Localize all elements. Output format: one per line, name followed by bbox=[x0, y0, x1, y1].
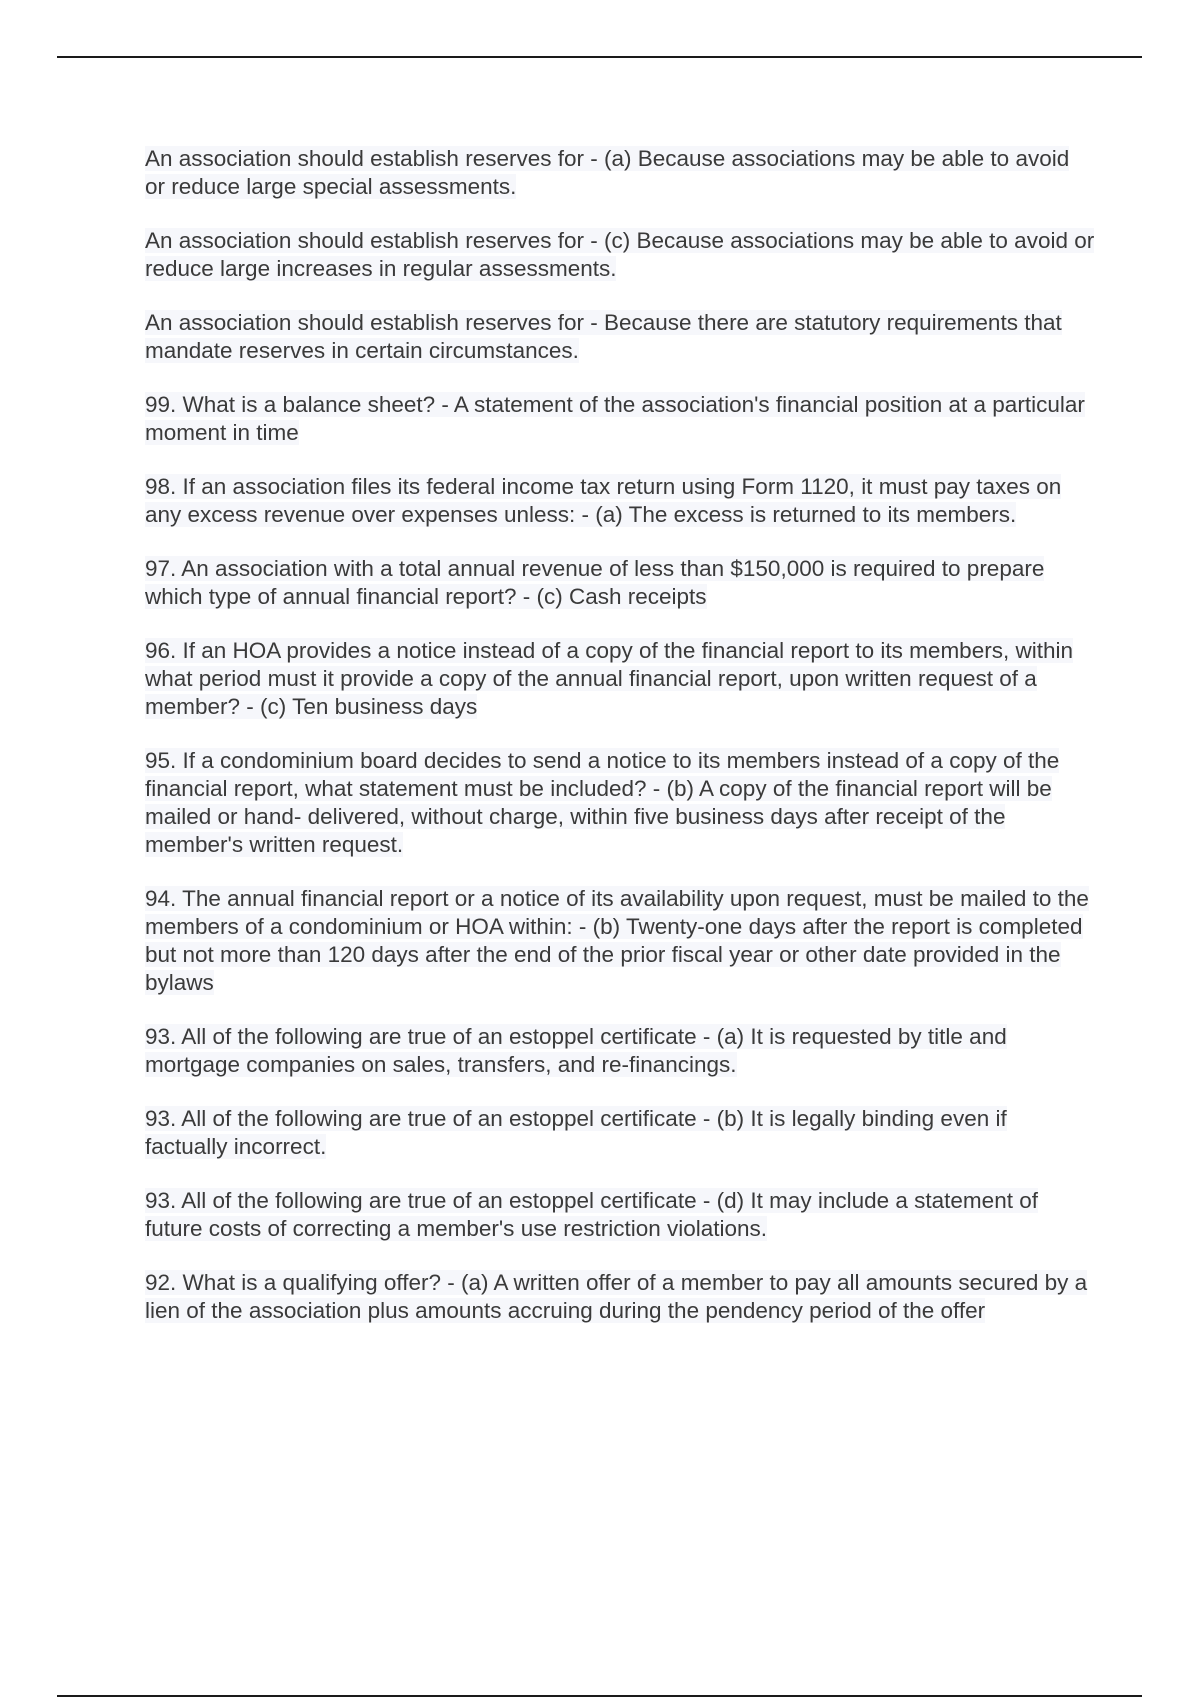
qa-entry bbox=[145, 227, 1095, 283]
qa-entry bbox=[145, 473, 1095, 529]
document-body bbox=[145, 145, 1095, 1351]
qa-entry-text: 93. All of the following are true of an estoppel certificate - (a) It is requested by title and mortgage companies on sales, transfers, and re-financings. bbox=[145, 1024, 1007, 1077]
qa-entry-text: An association should establish reserves for - Because there are statutory requirements that mandate reserves in certain circumstances. bbox=[145, 310, 1062, 363]
qa-entry-text: 98. If an association files its federal income tax return using Form 1120, it must pay taxes on any excess revenue over expenses unless: - (a) The excess is returned to its members. bbox=[145, 474, 1062, 527]
qa-entry bbox=[145, 391, 1095, 447]
qa-entry bbox=[145, 1105, 1095, 1161]
qa-entry-text: 94. The annual financial report or a notice of its availability upon request, must be mailed to the members of a condominium or HOA within: - (b) Twenty-one days after the report is completed but not more than 120 days after the end of the prior fiscal year or other date provided in the bylaws bbox=[145, 886, 1089, 995]
top-rule bbox=[57, 56, 1142, 58]
qa-entry-text: 92. What is a qualifying offer? - (a) A written offer of a member to pay all amounts secured by a lien of the association plus amounts accruing during the pendency period of the offer bbox=[145, 1270, 1088, 1323]
qa-entry-text: 97. An association with a total annual revenue of less than $150,000 is required to prepare which type of annual financial report? - (c) Cash receipts bbox=[145, 556, 1045, 609]
qa-entry bbox=[145, 1023, 1095, 1079]
qa-entry-text: 96. If an HOA provides a notice instead of a copy of the financial report to its members, within what period must it provide a copy of the annual financial report, upon written request of a member? - (c) Ten business days bbox=[145, 638, 1073, 719]
qa-entry-text: An association should establish reserves for - (a) Because associations may be able to avoid or reduce large special assessments. bbox=[145, 146, 1070, 199]
qa-entry bbox=[145, 747, 1095, 859]
bottom-rule bbox=[57, 1695, 1142, 1697]
qa-entry bbox=[145, 145, 1095, 201]
qa-entry-text: An association should establish reserves for - (c) Because associations may be able to avoid or reduce large increases in regular assessments. bbox=[145, 228, 1095, 281]
qa-entry bbox=[145, 885, 1095, 997]
qa-entry bbox=[145, 637, 1095, 721]
qa-entry bbox=[145, 555, 1095, 611]
qa-entry-text: 93. All of the following are true of an estoppel certificate - (d) It may include a statement of future costs of correcting a member's use restriction violations. bbox=[145, 1188, 1038, 1241]
qa-entry-text: 99. What is a balance sheet? - A statement of the association's financial position at a particular moment in time bbox=[145, 392, 1085, 445]
qa-entry bbox=[145, 309, 1095, 365]
qa-entry bbox=[145, 1269, 1095, 1325]
qa-entry bbox=[145, 1187, 1095, 1243]
qa-entry-text: 95. If a condominium board decides to send a notice to its members instead of a copy of the financial report, what statement must be included? - (b) A copy of the financial report will be mailed or hand- delivered, without charge, within five business days after receipt of the member's written request. bbox=[145, 748, 1060, 857]
qa-entry-text: 93. All of the following are true of an estoppel certificate - (b) It is legally binding even if factually incorrect. bbox=[145, 1106, 1007, 1159]
